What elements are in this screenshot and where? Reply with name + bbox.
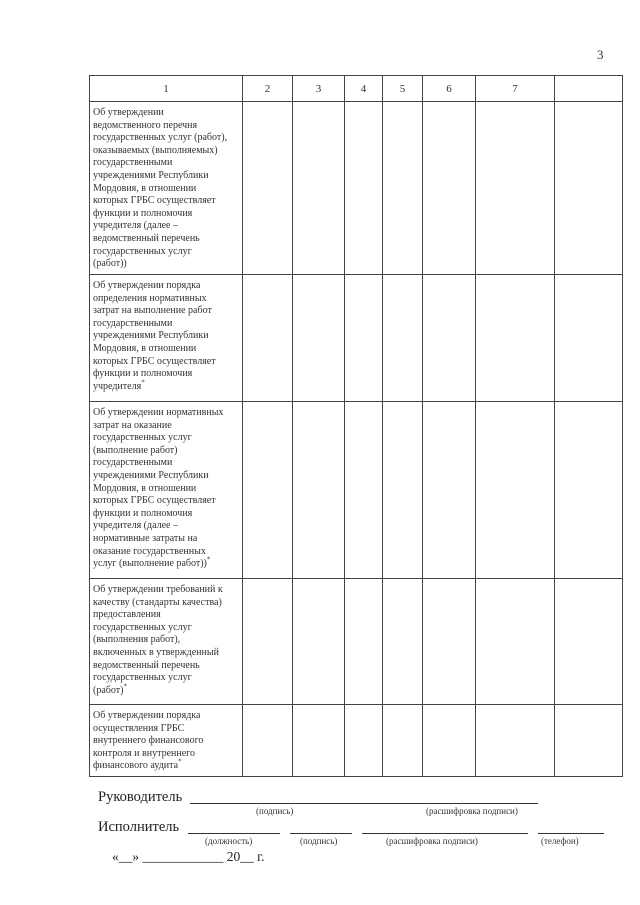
header-row: [90, 76, 623, 102]
data-cell: [555, 102, 623, 275]
data-cell: [345, 579, 383, 705]
executor-sign-line: [290, 833, 352, 834]
executor-decode-line: [362, 833, 528, 834]
footnote-mark: *: [141, 378, 145, 387]
data-cell: [243, 275, 293, 402]
data-cell: [243, 705, 293, 777]
data-cell: [293, 102, 345, 275]
data-cell: [243, 402, 293, 579]
executor-position-caption: (должность): [205, 836, 253, 846]
head-sign-line: [190, 803, 538, 804]
row-title-cell: [90, 102, 243, 275]
data-cell: [555, 275, 623, 402]
report-table: [89, 75, 623, 777]
column-header: 1: [90, 76, 243, 102]
row-title: Об утверждении требований к качеству (стандарты качества) предоставления государственных услуг (выполнения работ), включенных в утвержденный ведомственный перечень государственных услуг (работ): [93, 584, 223, 696]
row-title-cell: [90, 275, 243, 402]
data-cell: [345, 402, 383, 579]
data-cell: [476, 579, 555, 705]
executor-phone-line: [538, 833, 604, 834]
data-cell: [476, 275, 555, 402]
data-cell: [423, 275, 476, 402]
data-cell: [293, 275, 345, 402]
data-cell: [476, 705, 555, 777]
column-header: 6: [423, 76, 476, 102]
data-cell: [423, 402, 476, 579]
head-decode-caption: (расшифровка подписи): [426, 806, 518, 816]
column-header: 3: [293, 76, 345, 102]
data-cell: [423, 102, 476, 275]
head-label: Руководитель: [98, 789, 183, 805]
executor-sign-caption: (подпись): [300, 836, 338, 846]
table-row: [90, 402, 623, 579]
data-cell: [345, 102, 383, 275]
executor-decode-caption: (расшифровка подписи): [386, 836, 478, 846]
page-number: 3: [597, 47, 604, 62]
data-cell: [383, 402, 423, 579]
row-title: Об утверждении порядка осуществления ГРБС внутреннего финансового контроля и внутреннего финансового аудита: [93, 710, 204, 772]
column-header: 4: [345, 76, 383, 102]
data-cell: [293, 705, 345, 777]
executor-phone-caption: (телефон): [541, 836, 579, 846]
executor-label: Исполнитель: [98, 819, 180, 835]
row-title-cell: [90, 579, 243, 705]
executor-position-line: [188, 833, 280, 834]
date-line: «__» ____________ 20__ г.: [112, 849, 265, 864]
data-cell: [423, 579, 476, 705]
row-title: Об утверждении ведомственного перечня государственных услуг (работ), оказываемых (выполняемых) государственными учреждениями Республики Мордовия, в отношении которых ГРБС осуществляет функции и полномочия учредителя (далее – ведомственный перечень государственных услуг (работ)): [93, 107, 228, 270]
footnote-mark: *: [206, 555, 211, 564]
data-cell: [243, 579, 293, 705]
data-cell: [555, 579, 623, 705]
data-cell: [383, 705, 423, 777]
data-cell: [383, 275, 423, 402]
row-title: Об утверждении нормативных затрат на оказание государственных услуг (выполнение работ) государственными учреждениями Республики Мордовия, в отношении которых ГРБС осуществляет функции и полномочия учредителя (далее – нормативные затраты на оказание государственных услуг (выполнение работ)): [93, 407, 224, 570]
data-cell: [243, 102, 293, 275]
column-header: 7: [476, 76, 555, 102]
data-cell: [383, 579, 423, 705]
row-title: Об утверждении порядка определения нормативных затрат на выполнение работ государственными учреждениями Республики Мордовия, в отношении которых ГРБС осуществляет функции и полномочия учредителя: [93, 280, 216, 392]
head-sign-caption: (подпись): [256, 806, 294, 816]
data-cell: [383, 102, 423, 275]
footnote-mark: *: [123, 682, 127, 691]
data-cell: [345, 275, 383, 402]
table-row: [90, 579, 623, 705]
table-row: [90, 102, 623, 275]
data-cell: [476, 402, 555, 579]
data-cell: [423, 705, 476, 777]
data-cell: [555, 705, 623, 777]
table-row: [90, 705, 623, 777]
column-header: 5: [383, 76, 423, 102]
row-title-cell: [90, 402, 243, 579]
column-header: 2: [243, 76, 293, 102]
footnote-mark: *: [178, 758, 182, 767]
data-cell: [293, 402, 345, 579]
column-header: [555, 76, 623, 102]
data-cell: [555, 402, 623, 579]
data-cell: [476, 102, 555, 275]
data-cell: [345, 705, 383, 777]
data-cell: [293, 579, 345, 705]
row-title-cell: [90, 705, 243, 777]
table-row: [90, 275, 623, 402]
